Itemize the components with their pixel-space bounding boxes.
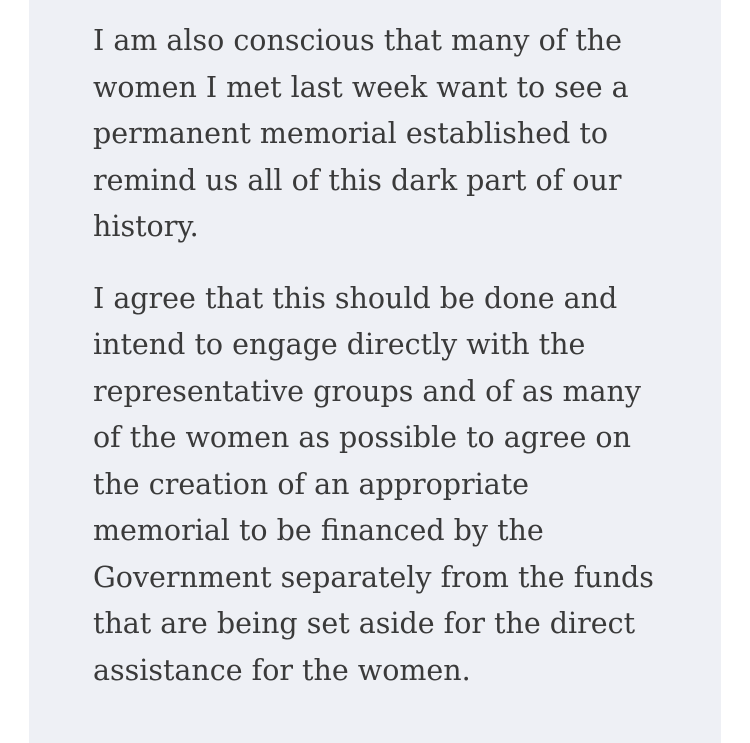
text-line: assistance for the women. xyxy=(93,653,471,687)
text-line: women I met last week want to see a xyxy=(93,70,629,104)
text-line: intend to engage directly with the xyxy=(93,328,586,361)
text-line: of the women as possible to agree on xyxy=(93,421,631,454)
text-line: the creation of an appropriate xyxy=(93,467,530,501)
text-line: remind us all of this dark part of our xyxy=(93,163,622,197)
article-panel xyxy=(29,0,721,743)
text-line: history. xyxy=(93,210,199,243)
text-line: I am also conscious that many of the xyxy=(93,24,623,57)
text-line: permanent memorial established to xyxy=(93,117,608,150)
text-line: memorial to be financed by the xyxy=(93,514,544,547)
text-line: that are being set aside for the direct xyxy=(93,607,636,640)
paragraph-memorial-conscious xyxy=(93,18,723,251)
text-line: Government separately from the funds xyxy=(93,560,654,594)
text-line: I agree that this should be done and xyxy=(93,281,618,315)
text-line: representative groups and of as many xyxy=(93,374,641,408)
paragraph-memorial-agree xyxy=(93,276,723,695)
